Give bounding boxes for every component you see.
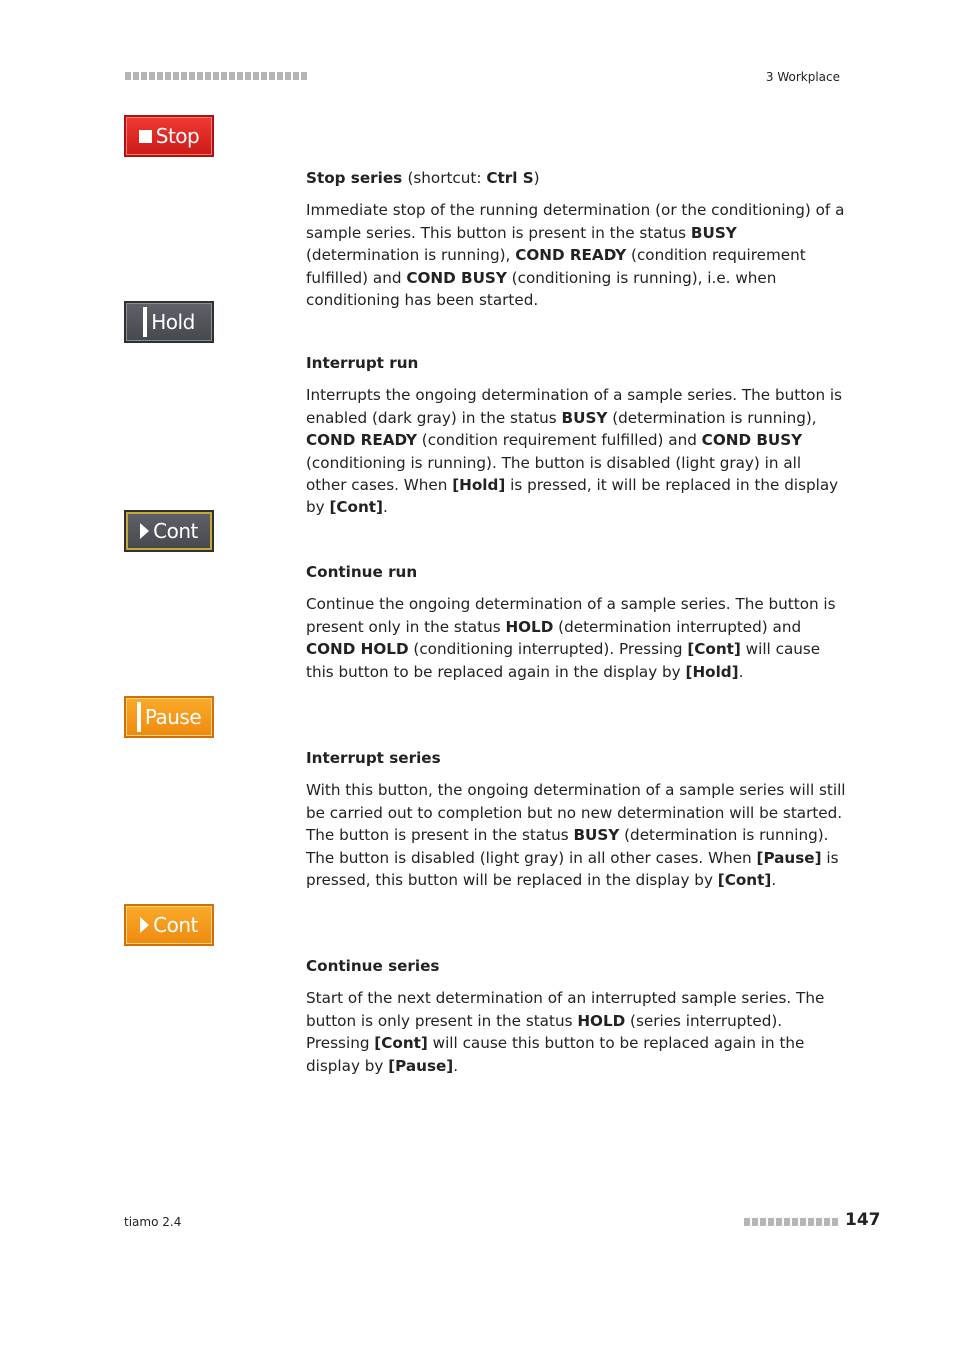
hold-button-label: Hold	[151, 310, 195, 334]
status-term: [Cont]	[717, 871, 772, 890]
entry-description: Continue the ongoing determination of a sample series. The button is present only in the status HOLD (determination interrupted) and COND HOLD (conditioning interrupted). Pressing [Cont] will cause this button to be replaced again in the display by [Hold].	[306, 595, 836, 681]
footer-decoration	[744, 1218, 840, 1226]
pause-bars-icon	[137, 702, 141, 732]
entry-description: Start of the next determination of an interrupted sample series. The button is only present in the status HOLD (series interrupted). Pressing [Cont] will cause this button to be replaced again in the display by [Pause].	[306, 989, 825, 1075]
shortcut-suffix: )	[533, 169, 540, 187]
shortcut-key: Ctrl S	[486, 169, 534, 187]
status-term: COND HOLD	[306, 640, 409, 659]
status-term: BUSY	[561, 408, 608, 427]
hold-button[interactable]	[124, 301, 214, 343]
entry-title	[306, 167, 846, 189]
entry-title: Interrupt series	[306, 749, 441, 767]
status-term: HOLD	[505, 617, 554, 636]
entry-title: Continue run	[306, 563, 418, 581]
pause-bars-icon	[143, 307, 147, 337]
status-term: COND READY	[306, 431, 417, 450]
status-term: COND BUSY	[701, 431, 803, 450]
pause-button[interactable]	[124, 696, 214, 738]
cont-series-button[interactable]	[124, 904, 214, 946]
stop-icon	[139, 130, 152, 143]
entry-description: Immediate stop of the running determination (or the conditioning) of a sample series. This button is present in the status BUSY (determination is running), COND READY (condition requirement fulfilled) and COND BUSY (conditioning is running), i.e. when conditioning has been started.	[306, 201, 845, 310]
stop-button-label: Stop	[155, 124, 200, 148]
page-number: 147	[845, 1210, 881, 1230]
shortcut-prefix: (shortcut:	[407, 169, 487, 187]
pause-button-label: Pause	[144, 705, 202, 729]
status-term: [Cont]	[329, 498, 384, 517]
header-decoration	[125, 72, 307, 80]
status-term: [Cont]	[687, 640, 741, 659]
status-term: HOLD	[577, 1011, 626, 1030]
status-term: COND READY	[515, 246, 627, 265]
status-term: [Cont]	[374, 1034, 428, 1053]
status-term: [Hold]	[452, 476, 506, 495]
status-term: COND BUSY	[406, 268, 507, 287]
play-icon	[140, 917, 149, 933]
footer-product: tiamo 2.4	[124, 1215, 182, 1229]
entry-title: Interrupt run	[306, 354, 419, 372]
cont-run-button-label: Cont	[153, 519, 198, 543]
status-term: [Pause]	[756, 848, 822, 867]
cont-run-button[interactable]	[124, 510, 214, 552]
play-icon	[140, 523, 149, 539]
status-term: BUSY	[573, 826, 620, 845]
entry-title-text: Stop series	[306, 169, 403, 187]
entry-description: With this button, the ongoing determination of a sample series will still be carried out to completion but no new determination will be started. The button is present in the status BUSY (determination is running). The button is disabled (light gray) in all other cases. When [Pause] is pressed, this button will be replaced in the display by [Cont].	[306, 781, 846, 890]
status-term: [Hold]	[685, 662, 739, 681]
status-term: [Pause]	[388, 1056, 454, 1075]
header-section-title: 3 Workplace	[765, 70, 840, 84]
stop-button[interactable]	[124, 115, 214, 157]
entry-title: Continue series	[306, 957, 440, 975]
status-term: BUSY	[690, 223, 737, 242]
entry-description: Interrupts the ongoing determination of a sample series. The button is enabled (dark gray) in the status BUSY (determination is running), COND READY (condition requirement fulfilled) and COND BUSY (conditioning is running). The button is disabled (light gray) in all other cases. When [Hold] is pressed, it will be replaced in the display by [Cont].	[306, 386, 843, 517]
cont-series-button-label: Cont	[153, 913, 198, 937]
